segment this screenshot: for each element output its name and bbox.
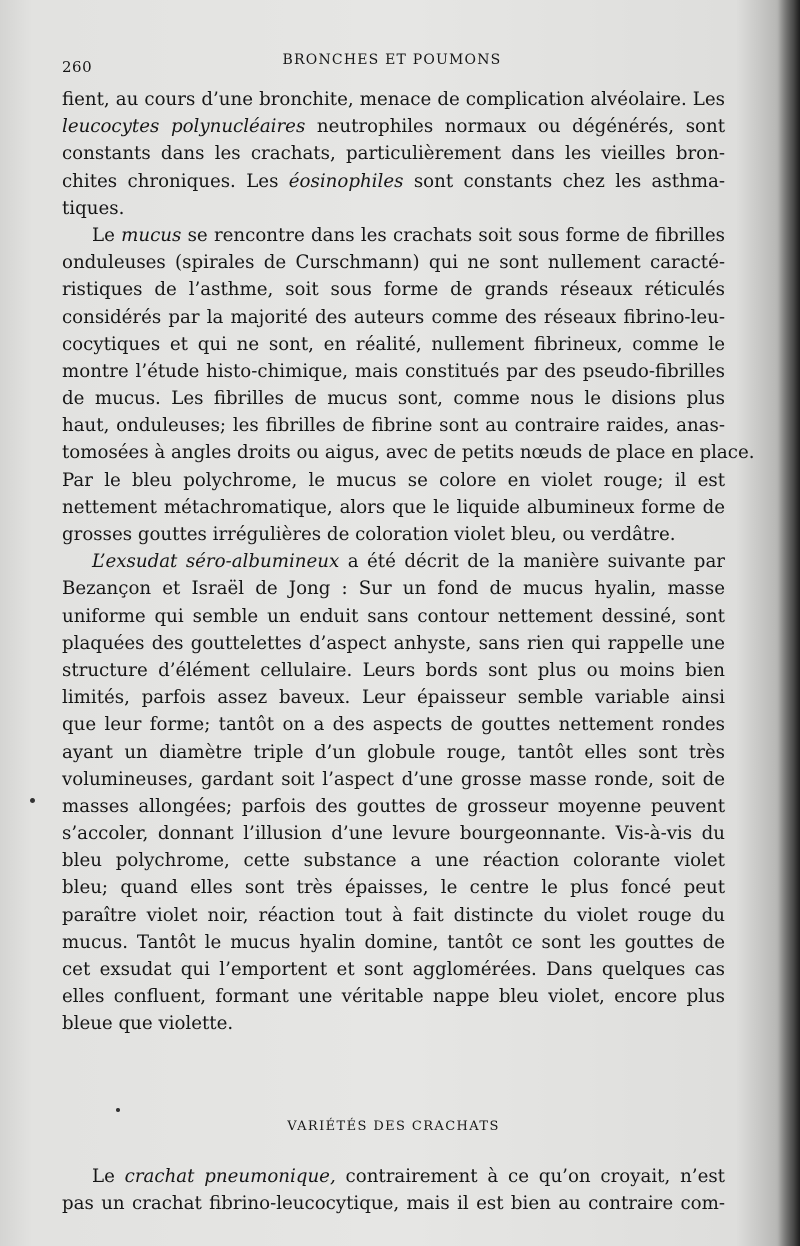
text-line: masses allongées; parfois des gouttes de grosseur moyenne peuvent <box>62 795 725 817</box>
text-line: cocytiques et qui ne sont, en réalité, nullement fibrineux, comme le <box>62 333 725 355</box>
text-line: grosses gouttes irrégulières de coloration violet bleu, ou verdâtre. <box>62 524 676 545</box>
text-line: constants dans les crachats, particulièrement dans les vieilles bron- <box>62 143 725 165</box>
running-head-title: BRONCHES ET POUMONS <box>282 52 502 68</box>
text-line: paraître violet noir, réaction tout à fait distincte du violet rouge du <box>62 904 725 926</box>
text-line: pas un crachat fibrino-leucocytique, mais il est bien au contraire com- <box>62 1193 725 1215</box>
text-line: bleue que violette. <box>62 1013 234 1035</box>
text-line: bleu polychrome, cette substance a une réaction colorante violet <box>62 850 725 872</box>
body-text <box>62 86 755 1038</box>
text-line: que leur forme; tantôt on a des aspects de gouttes nettement rondes <box>62 714 725 736</box>
text-line: plaquées des gouttelettes d’aspect anhyste, sans rien qui rappelle une <box>62 632 725 654</box>
text-line: Par le bleu polychrome, le mucus se colore en violet rouge; il est <box>62 469 725 491</box>
text-line: fient, au cours d’une bronchite, menace de complication alvéolaire. Les <box>62 89 725 110</box>
text-line: montre l’étude histo-chimique, mais constitués par des pseudo-fibrilles <box>62 360 725 382</box>
italic-term: mucus <box>121 224 182 246</box>
text-line: ristiques de l’asthme, soit sous forme de grands réseaux réticulés <box>62 279 725 301</box>
text-line: mucus. Tantôt le mucus hyalin domine, tantôt ce sont les gouttes de <box>62 931 725 953</box>
text-line: L’exsudat séro-albumineux a été décrit de la manière suivante par <box>92 551 725 573</box>
text-line: structure d’élément cellulaire. Leurs bords sont plus ou moins bien <box>62 659 725 681</box>
print-speck <box>116 1108 120 1112</box>
text-line: tiques. <box>62 197 125 219</box>
text-line: considérés par la majorité des auteurs comme des réseaux fibrino-leu- <box>62 306 725 328</box>
text-line: Bezançon et Israël de Jong : Sur un fond de mucus hyalin, masse <box>62 578 725 600</box>
body-text-continued <box>62 1163 725 1217</box>
text-line: chites chroniques. Les éosinophiles sont constants chez les asthma- <box>62 170 725 192</box>
text-line: ayant un diamètre triple d’un globule rouge, tantôt elles sont très <box>62 741 725 763</box>
text-line: cet exsudat qui l’emportent et sont agglomérées. Dans quelques cas <box>62 959 725 980</box>
text-line: haut, onduleuses; les fibrilles de fibrine sont au contraire raides, anas- <box>62 415 725 437</box>
italic-term: crachat pneumonique, <box>124 1166 336 1187</box>
text-line: onduleuses (spirales de Curschmann) qui ne sont nullement caracté- <box>62 252 725 274</box>
italic-term: leucocytes polynucléaires <box>62 116 306 138</box>
text-line: Le crachat pneumonique, contrairement à ce qu’on croyait, n’est <box>92 1166 725 1187</box>
text-line: Le mucus se rencontre dans les crachats soit sous forme de fibrilles <box>92 224 726 246</box>
section-heading: VARIÉTÉS DES CRACHATS <box>287 1119 500 1134</box>
italic-term: éosinophiles <box>288 170 404 192</box>
text-line: nettement métachromatique, alors que le liquide albumineux forme de <box>62 496 725 518</box>
text-line: s’accoler, donnant l’illusion d’une levure bourgeonnante. Vis-à-vis du <box>62 823 725 845</box>
text-line: limités, parfois assez baveux. Leur épaisseur semble variable ainsi <box>62 687 725 709</box>
running-head <box>62 52 722 76</box>
text-line: volumineuses, gardant soit l’aspect d’une grosse masse ronde, soit de <box>62 768 725 790</box>
text-line: de mucus. Les fibrilles de mucus sont, comme nous le disions plus <box>62 388 725 410</box>
page-number: 260 <box>62 58 93 76</box>
text-line: elles confluent, formant une véritable nappe bleu violet, encore plus <box>62 986 725 1008</box>
italic-term: L’exsudat séro-albumineux <box>92 551 340 573</box>
text-line: uniforme qui semble un enduit sans contour nettement dessiné, sont <box>62 605 725 627</box>
text-line: tomosées à angles droits ou aigus, avec de petits nœuds de place en place. <box>62 442 755 464</box>
text-line: bleu; quand elles sont très épaisses, le centre le plus foncé peut <box>62 877 725 899</box>
text-line: leucocytes polynucléaires neutrophiles normaux ou dégénérés, sont <box>62 116 726 138</box>
page-edge-shadow <box>778 0 800 1246</box>
print-speck <box>30 798 35 803</box>
